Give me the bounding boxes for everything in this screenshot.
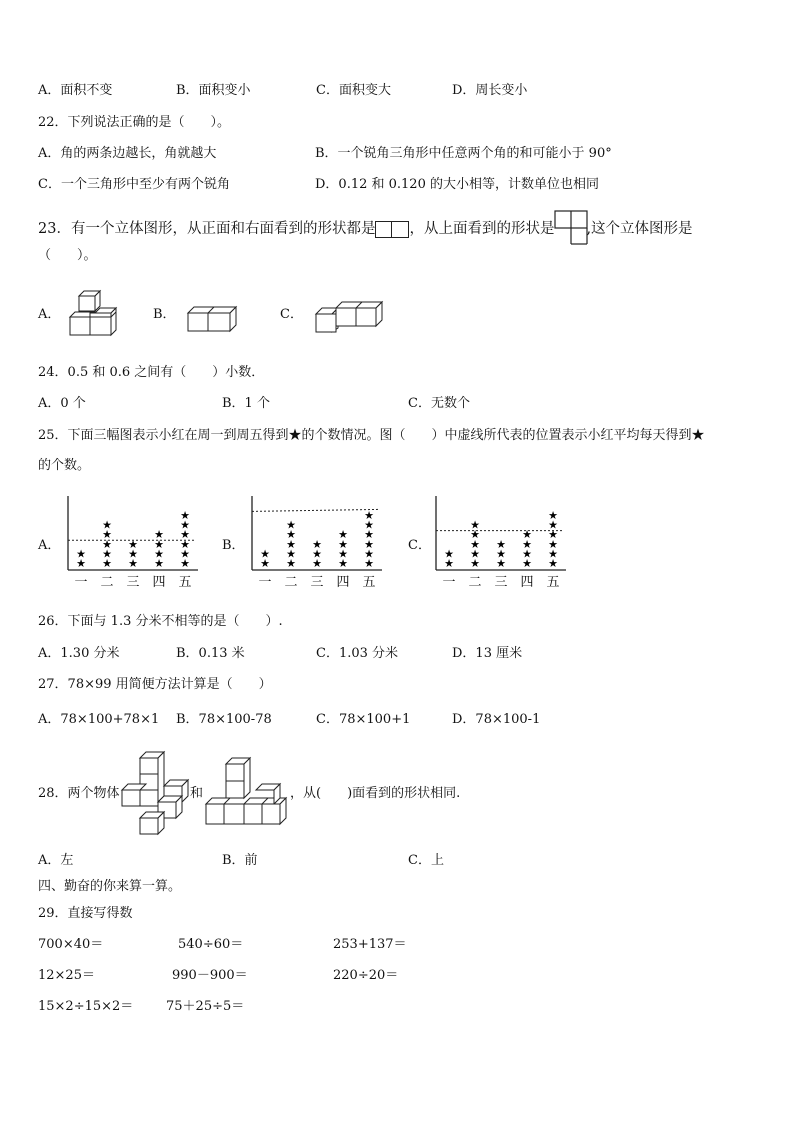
- star-mark: ★: [548, 547, 558, 561]
- star-mark: ★: [286, 518, 296, 532]
- star-mark: ★: [338, 528, 348, 542]
- day-tick-label: 四: [520, 575, 534, 590]
- q21-option-a: A．面积不变: [38, 83, 113, 98]
- q26-option-d: D．13 厘米: [452, 646, 523, 661]
- star-mark: ★: [338, 547, 348, 561]
- day-tick-label: 五: [178, 575, 192, 590]
- q22-option-c: C．一个三角形中至少有两个锐角: [38, 177, 230, 192]
- q22-option-b: B．一个锐角三角形中任意两个角的和可能小于 90°: [315, 146, 612, 161]
- star-mark: ★: [76, 557, 86, 570]
- q27-option-b: B．78×100-78: [176, 712, 272, 727]
- star-mark: ★: [312, 537, 322, 551]
- day-tick-label: 三: [310, 575, 324, 590]
- star-mark: ★: [128, 557, 138, 570]
- q28-stem-part1: 28．两个物体: [38, 786, 120, 801]
- star-mark: ★: [180, 509, 190, 522]
- q28-stem-part2: 和: [190, 786, 204, 801]
- star-mark: ★: [286, 537, 296, 551]
- q29-item: 220÷20＝: [333, 968, 399, 983]
- q23-stem: [38, 212, 693, 246]
- q29-item: 540÷60＝: [178, 937, 244, 952]
- star-mark: ★: [312, 547, 322, 561]
- q26-option-a: A．1.30 分米: [38, 646, 120, 661]
- q24-stem: 24．0.5 和 0.6 之间有（ ）小数．: [38, 365, 265, 380]
- star-mark: ★: [470, 518, 480, 532]
- star-mark: ★: [260, 557, 270, 570]
- q23-stem-part2: ，从上面看到的形状是: [409, 221, 555, 237]
- q29-item: 15×2÷15×2＝: [38, 999, 134, 1014]
- star-chart-c: [434, 496, 568, 594]
- section-4-heading: 四、勤奋的你来算一算。: [38, 879, 182, 894]
- q28-stem-part3: ，从( )面看到的形状相同.: [290, 786, 461, 801]
- star-mark: ★: [260, 547, 270, 561]
- q27-option-d: D．78×100-1: [452, 712, 541, 727]
- star-mark: ★: [180, 547, 190, 561]
- star-mark: ★: [364, 509, 374, 522]
- star-mark: ★: [76, 547, 86, 561]
- star-mark: ★: [444, 557, 454, 570]
- star-mark: ★: [364, 557, 374, 570]
- day-tick-label: 一: [442, 575, 456, 590]
- q23-figure-b: [186, 303, 242, 333]
- day-tick-label: 四: [152, 575, 166, 590]
- day-tick-label: 五: [546, 575, 560, 590]
- star-mark: ★: [338, 557, 348, 570]
- star-mark: ★: [102, 557, 112, 570]
- star-mark: ★: [154, 537, 164, 551]
- q26-option-b: B．0.13 米: [176, 646, 245, 661]
- q23-stem-part3: ,这个立体图形是: [586, 221, 693, 237]
- star-mark: ★: [470, 547, 480, 561]
- q23-option-a: A．: [38, 307, 61, 322]
- star-mark: ★: [548, 528, 558, 542]
- star-mark: ★: [154, 528, 164, 542]
- q28-option-b: B．前: [222, 853, 258, 868]
- q21-option-b: B．面积变小: [176, 83, 251, 98]
- star-mark: ★: [548, 537, 558, 551]
- star-mark: ★: [154, 547, 164, 561]
- star-mark: ★: [154, 557, 164, 570]
- q23-figure-a: [66, 291, 122, 337]
- day-tick-label: 四: [336, 575, 350, 590]
- front-view-shape: [375, 221, 409, 238]
- q29-item: 700×40＝: [38, 937, 104, 952]
- star-mark: ★: [496, 557, 506, 570]
- q28-option-c: C．上: [408, 853, 444, 868]
- star-mark: ★: [286, 528, 296, 542]
- q26-option-c: C．1.03 分米: [316, 646, 399, 661]
- star-mark: ★: [522, 547, 532, 561]
- star-mark: ★: [364, 537, 374, 551]
- day-tick-label: 二: [284, 575, 298, 590]
- day-tick-label: 二: [100, 575, 114, 590]
- q24-option-a: A．0 个: [38, 396, 86, 411]
- star-mark: ★: [548, 518, 558, 532]
- star-mark: ★: [312, 557, 322, 570]
- q25-option-b: B．: [222, 538, 245, 553]
- q23-option-c: C．: [280, 307, 303, 322]
- star-mark: ★: [496, 547, 506, 561]
- star-mark: ★: [102, 547, 112, 561]
- star-mark: ★: [338, 537, 348, 551]
- star-mark: ★: [128, 547, 138, 561]
- q22-option-a: A．角的两条边越长，角就越大: [38, 146, 217, 161]
- top-view-shape: [554, 212, 586, 246]
- star-mark: ★: [102, 537, 112, 551]
- day-tick-label: 一: [74, 575, 88, 590]
- q22-stem: 22．下列说法正确的是（ ）。: [38, 115, 231, 130]
- star-mark: ★: [286, 557, 296, 570]
- q29-item: 12×25＝: [38, 968, 95, 983]
- star-mark: ★: [180, 537, 190, 551]
- star-mark: ★: [496, 537, 506, 551]
- star-mark: ★: [364, 518, 374, 532]
- star-mark: ★: [548, 509, 558, 522]
- star-chart-a: [66, 496, 200, 594]
- q25-stem-line1: 25．下面三幅图表示小红在周一到周五得到★的个数情况。图（ ）中虚线所代表的位置表示小红平均每天得到★: [38, 428, 705, 443]
- q23-stem-line2: （ ）。: [38, 248, 97, 263]
- q23-figure-c: [314, 302, 386, 334]
- q28-option-a: A．左: [38, 853, 74, 868]
- q26-stem: 26．下面与 1.3 分米不相等的是（ ）.: [38, 614, 283, 629]
- q23-option-b: B．: [153, 307, 176, 322]
- q25-option-a: A．: [38, 538, 61, 553]
- day-tick-label: 三: [126, 575, 140, 590]
- q29-item: 75＋25÷5＝: [166, 999, 245, 1014]
- q29-item: 253+137＝: [333, 937, 407, 952]
- star-chart-b: [250, 496, 384, 594]
- star-mark: ★: [548, 557, 558, 570]
- q29-stem: 29．直接写得数: [38, 906, 133, 921]
- q27-option-c: C．78×100+1: [316, 712, 411, 727]
- q21-option-c: C．面积变大: [316, 83, 391, 98]
- q24-option-c: C．无数个: [408, 396, 470, 411]
- star-mark: ★: [364, 528, 374, 542]
- star-mark: ★: [102, 518, 112, 532]
- day-tick-label: 一: [258, 575, 272, 590]
- day-tick-label: 三: [494, 575, 508, 590]
- q27-stem: 27．78×99 用简便方法计算是（ ）: [38, 677, 272, 692]
- q25-option-c: C．: [408, 538, 431, 553]
- star-mark: ★: [470, 528, 480, 542]
- star-mark: ★: [470, 557, 480, 570]
- q25-stem-line2: 的个数。: [38, 458, 91, 473]
- q22-option-d: D．0.12 和 0.120 的大小相等，计数单位也相同: [315, 177, 599, 192]
- star-mark: ★: [444, 547, 454, 561]
- star-mark: ★: [522, 557, 532, 570]
- q21-option-d: D．周长变小: [452, 83, 528, 98]
- star-mark: ★: [180, 518, 190, 532]
- star-mark: ★: [286, 547, 296, 561]
- star-mark: ★: [364, 547, 374, 561]
- q28-object-2: [204, 756, 288, 832]
- star-mark: ★: [470, 537, 480, 551]
- day-tick-label: 五: [362, 575, 376, 590]
- q23-stem-part1: 23．有一个立体图形，从正面和右面看到的形状都是: [38, 221, 376, 237]
- star-mark: ★: [522, 537, 532, 551]
- star-mark: ★: [522, 528, 532, 542]
- q29-item: 990－900＝: [172, 968, 248, 983]
- q28-object-1: [120, 748, 192, 838]
- average-dashed-line: [252, 509, 380, 511]
- q27-option-a: A．78×100+78×1: [38, 712, 160, 727]
- day-tick-label: 二: [468, 575, 482, 590]
- star-mark: ★: [128, 537, 138, 551]
- q24-option-b: B．1 个: [222, 396, 270, 411]
- star-mark: ★: [102, 528, 112, 542]
- star-mark: ★: [180, 557, 190, 570]
- star-mark: ★: [180, 528, 190, 542]
